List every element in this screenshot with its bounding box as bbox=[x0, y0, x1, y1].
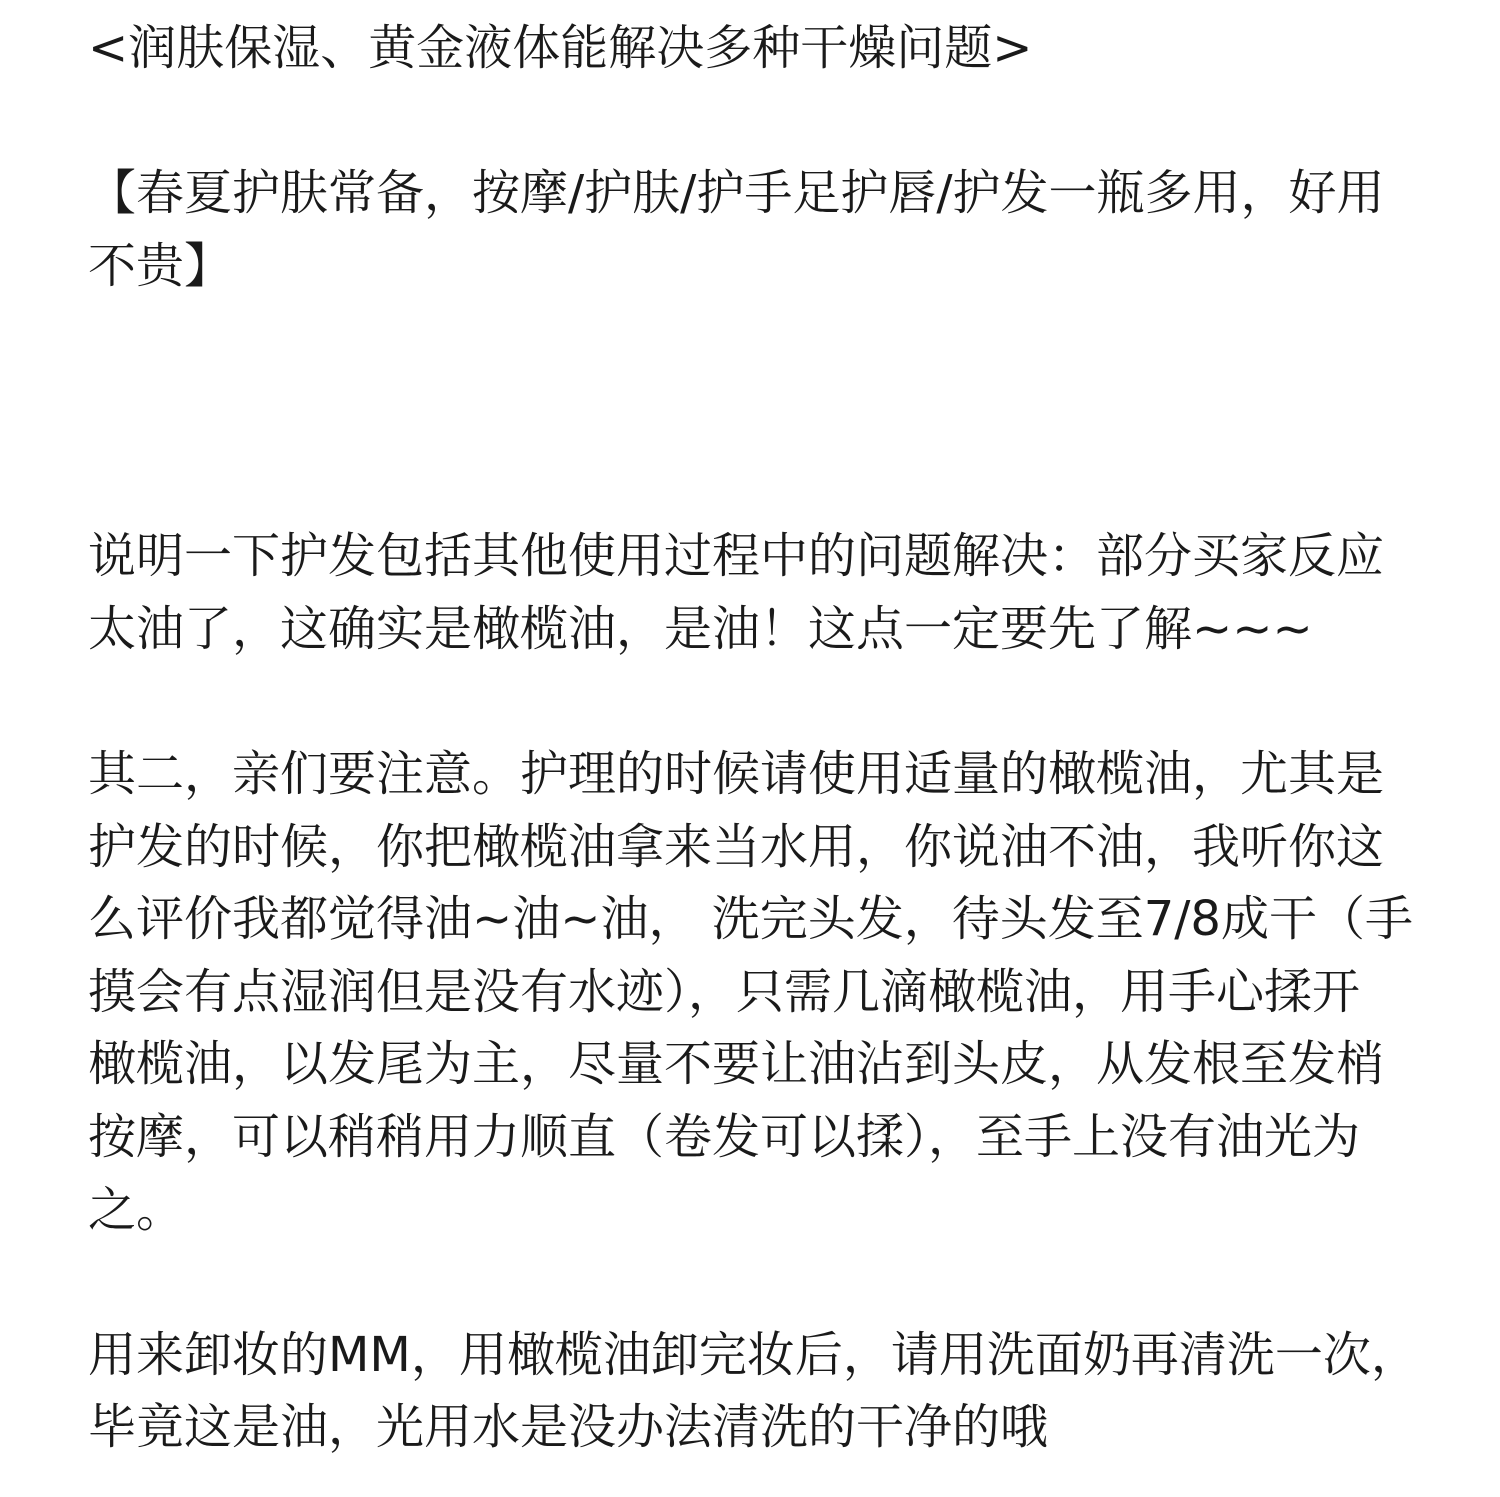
paragraph-line: 不贵】 bbox=[88, 237, 233, 294]
paragraph-line: 之。 bbox=[88, 1181, 185, 1238]
paragraph-line: 毕竟这是油，光用水是没办法清洗的干净的哦 bbox=[88, 1399, 1049, 1456]
paragraph-makeup-removal bbox=[88, 1319, 1498, 1464]
blank-line bbox=[88, 665, 1498, 738]
paragraph-line: 说明一下护发包括其他使用过程中的问题解决：部分买家反应 bbox=[88, 528, 1385, 585]
document-title: <润肤保湿、黄金液体能解决多种干燥问题> bbox=[88, 20, 1033, 76]
paragraph-line: 么评价我都觉得油~油~油， 洗完头发，待头发至7/8成干（手 bbox=[88, 891, 1413, 948]
paragraph-line: 护发的时候，你把橄榄油拿来当水用，你说油不油，我听你这 bbox=[88, 818, 1385, 875]
paragraph-line: 【春夏护肤常备，按摩/护肤/护手足护唇/护发一瓶多用，好用 bbox=[88, 165, 1385, 222]
paragraph-line: 橄榄油，以发尾为主，尽量不要让油沾到头皮，从发根至发梢 bbox=[88, 1036, 1385, 1093]
paragraph-line: 太油了，这确实是橄榄油，是油！这点一定要先了解~~~ bbox=[88, 600, 1313, 657]
paragraph-hair-care-instructions bbox=[88, 738, 1498, 1246]
paragraph-line: 用来卸妆的MM，用橄榄油卸完妆后，请用洗面奶再清洗一次， bbox=[88, 1326, 1419, 1383]
paragraph-line: 按摩，可以稍稍用力顺直（卷发可以揉），至手上没有油光为 bbox=[88, 1108, 1361, 1165]
blank-line bbox=[88, 1246, 1498, 1319]
blank-line bbox=[88, 85, 1498, 158]
paragraph-line: 其二，亲们要注意。护理的时候请使用适量的橄榄油，尤其是 bbox=[88, 745, 1385, 802]
paragraph-explanation bbox=[88, 520, 1498, 665]
document-body bbox=[88, 12, 1498, 1464]
paragraph-line: 摸会有点湿润但是没有水迹），只需几滴橄榄油，用手心揉开 bbox=[88, 963, 1361, 1020]
blank-space bbox=[88, 302, 1498, 520]
paragraph-usage-summary bbox=[88, 157, 1498, 302]
